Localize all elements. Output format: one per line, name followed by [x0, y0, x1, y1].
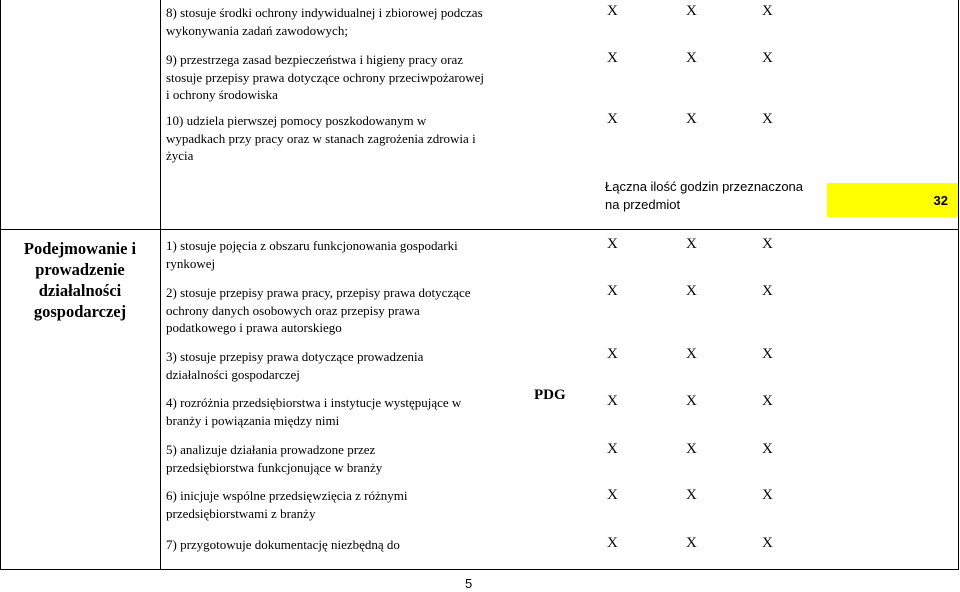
learning-outcome-2: 2) stosuje przepisy prawa pracy, przepisy prawa dotyczące ochrony danych osobowych oraz przepisy prawa podatkowego i prawa autorskiego: [166, 285, 471, 335]
mark-x: X: [686, 111, 697, 127]
total-hours-value: 32: [827, 183, 958, 217]
mark-x: X: [607, 50, 618, 66]
mark-x: X: [762, 50, 773, 66]
learning-outcome-8: 8) stosuje środki ochrony indywidualnej i zbiorowej podczas wykonywania zadań zawodowych;: [166, 5, 483, 38]
mark-x: X: [686, 283, 697, 299]
learning-outcome-4: 4) rozróżnia przedsiębiorstwa i instytucje występujące w branży i powiązania między nimi: [166, 395, 462, 428]
learning-outcome-9: 9) przestrzega zasad bezpieczeństwa i higieny pracy oraz stosuje przepisy prawa dotyczące ochrony przeciwpożarowej i ochrony środowiska: [166, 52, 484, 102]
mark-x: X: [762, 487, 773, 503]
learning-outcome-6: 6) inicjuje wspólne przedsięwzięcia z różnymi przedsiębiorstwami z branży: [166, 488, 408, 521]
mark-x: X: [762, 111, 773, 127]
mark-x: X: [607, 535, 618, 551]
learning-outcome-7: 7) przygotowuje dokumentację niezbędną do: [166, 537, 400, 552]
mark-x: X: [762, 236, 773, 252]
learning-outcome-5: 5) analizuje działania prowadzone przez przedsiębiorstwa funkcjonujące w branży: [166, 442, 383, 475]
learning-outcome-1: 1) stosuje pojęcia z obszaru funkcjonowania gospodarki rynkowej: [166, 238, 458, 271]
mark-x: X: [686, 441, 697, 457]
mark-x: X: [607, 236, 618, 252]
mark-x: X: [762, 393, 773, 409]
mark-x: X: [686, 393, 697, 409]
total-hours-label: Łączna ilość godzin przeznaczona na przedmiot: [605, 179, 804, 212]
learning-outcome-3: 3) stosuje przepisy prawa dotyczące prowadzenia działalności gospodarczej: [166, 349, 424, 382]
mark-x: X: [762, 535, 773, 551]
mark-x: X: [607, 393, 618, 409]
subject-name: Podejmowanie i prowadzenie działalności gospodarczej: [23, 239, 137, 321]
table-border-col1: [160, 0, 161, 570]
mark-x: X: [607, 441, 618, 457]
mark-x: X: [686, 487, 697, 503]
mark-x: X: [686, 236, 697, 252]
mark-x: X: [607, 346, 618, 362]
mark-x: X: [686, 50, 697, 66]
mark-x: X: [686, 535, 697, 551]
table-border-bottom: [0, 569, 959, 570]
mark-x: X: [762, 3, 773, 19]
mark-x: X: [607, 283, 618, 299]
mark-x: X: [762, 441, 773, 457]
table-border-right: [958, 0, 959, 570]
mark-x: X: [607, 3, 618, 19]
mark-x: X: [762, 346, 773, 362]
page-number: 5: [465, 576, 473, 591]
mark-x: X: [762, 283, 773, 299]
mark-x: X: [686, 3, 697, 19]
section-divider: [0, 229, 959, 230]
mark-x: X: [607, 487, 618, 503]
learning-outcome-10: 10) udziela pierwszej pomocy poszkodowanym w wypadkach przy pracy oraz w stanach zagrożenia zdrowia i życia: [166, 113, 476, 163]
mark-x: X: [686, 346, 697, 362]
mark-x: X: [607, 111, 618, 127]
teaching-method-code: PDG: [534, 387, 566, 403]
table-border-left: [0, 0, 1, 570]
